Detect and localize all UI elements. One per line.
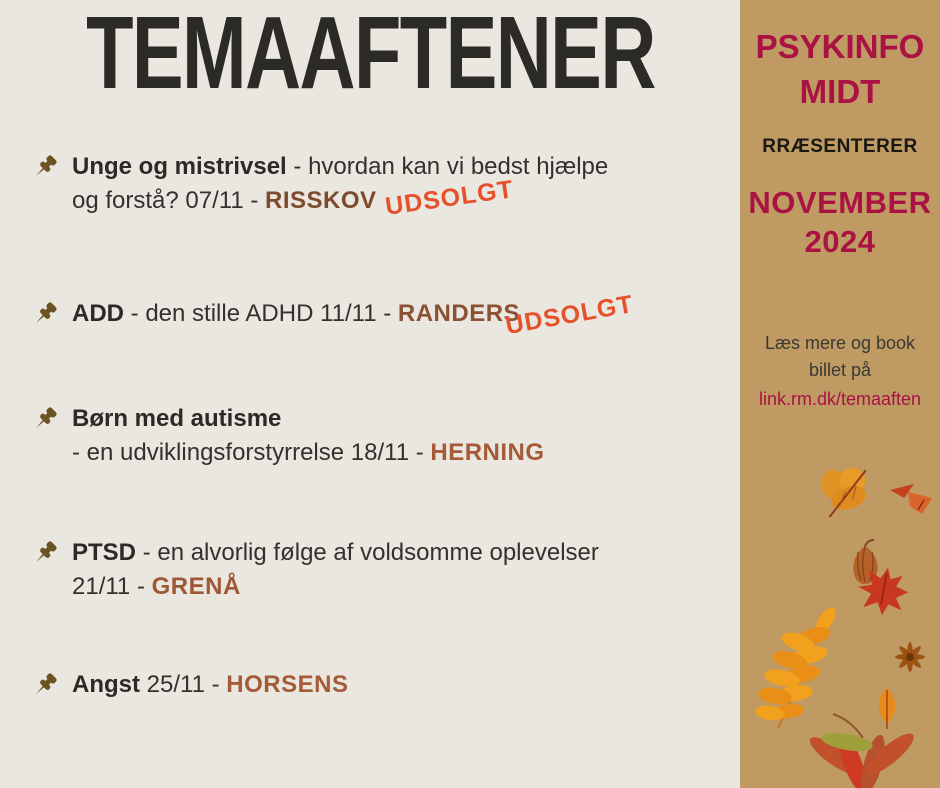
event-item-ptsd (26, 536, 599, 604)
oak-leaf-image (815, 463, 879, 517)
booking-link[interactable]: link.rm.dk/temaaften (758, 389, 922, 409)
maple-leaf-image (855, 565, 911, 617)
event-name: ADD (72, 300, 124, 327)
event-line (72, 536, 599, 570)
pushpin-icon (26, 400, 64, 438)
month-title (740, 183, 940, 261)
event-item-add (26, 297, 520, 333)
creeper-leaf-image (795, 710, 930, 788)
booking-info-line2: billet på (808, 360, 872, 380)
event-line (72, 297, 520, 331)
brand-line2: MIDT (799, 73, 881, 110)
torn-leaf-image (888, 482, 934, 516)
star-anise-image (893, 640, 927, 674)
event-location: GRENÅ (151, 573, 241, 600)
event-name: Børn med autisme (72, 405, 282, 432)
event-desc: - en udviklingsforstyrrelse 18/11 - (72, 439, 431, 466)
soldout-stamp: UDSOLGT (503, 290, 636, 341)
month-line1: NOVEMBER (748, 185, 932, 220)
booking-info (740, 330, 940, 413)
event-location: RANDERS (397, 300, 521, 327)
brand-title (740, 24, 940, 114)
event-name: Unge og mistrivsel (72, 153, 287, 180)
event-location: RISSKOV (265, 187, 377, 214)
event-name: Angst (72, 671, 140, 698)
pushpin-icon (26, 534, 64, 572)
event-date: og forstå? 07/11 - (72, 187, 266, 214)
event-line (72, 668, 348, 702)
event-date: 25/11 - (140, 671, 227, 698)
event-name: PTSD (72, 539, 137, 566)
event-desc: - den stille ADHD 11/11 - (124, 300, 398, 327)
event-date: 21/11 - (72, 573, 152, 600)
brand-line1: PSYKINFO (755, 28, 925, 65)
pushpin-icon (26, 666, 64, 704)
booking-info-line1: Læs mere og book (764, 333, 916, 353)
event-line (72, 402, 545, 436)
event-line (72, 436, 545, 470)
soldout-stamp: UDSOLGT (383, 175, 516, 221)
event-item-boern-med-autisme (26, 402, 545, 470)
event-location: HORSENS (226, 671, 349, 698)
event-location: HERNING (430, 439, 545, 466)
month-line2: 2024 (804, 224, 876, 259)
presents-label: RRÆSENTERER (762, 136, 918, 157)
event-item-angst (26, 668, 348, 704)
event-desc: - hvordan kan vi bedst hjælpe (286, 153, 609, 180)
page-title: TEMAAFTENER (85, 0, 655, 111)
event-line (72, 150, 608, 184)
sidebar (740, 0, 940, 788)
event-desc: - en alvorlig følge af voldsomme oplevelser (136, 539, 599, 566)
pushpin-icon (26, 148, 64, 186)
event-line (72, 184, 608, 218)
event-line (72, 570, 599, 604)
event-item-unge-og-mistrivsel (26, 150, 608, 218)
pushpin-icon (26, 295, 64, 333)
